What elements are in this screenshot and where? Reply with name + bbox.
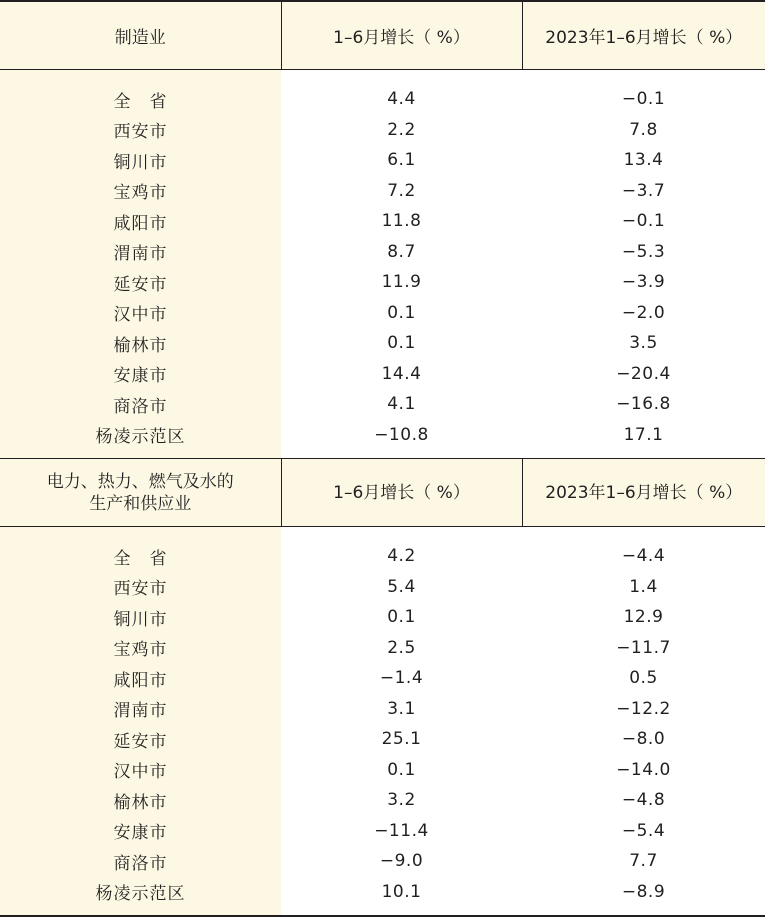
growth-cell: 8.7 (387, 241, 416, 262)
growth-cell: 0.1 (387, 759, 416, 780)
growth-cell: 11.9 (381, 272, 422, 293)
region-cell: 全 省 (0, 70, 281, 115)
table-row (0, 115, 765, 146)
section1-body (0, 70, 765, 459)
prior-growth-cell: 0.5 (629, 668, 658, 689)
table-row (0, 176, 765, 207)
section2-category-header (0, 459, 281, 527)
region-cell: 铜川市 (0, 602, 281, 633)
growth-cell: 2.2 (387, 119, 416, 140)
prior-growth-cell: −8.9 (522, 877, 765, 917)
table-row (0, 298, 765, 329)
prior-growth-cell: 1.4 (629, 576, 658, 597)
prior-growth-cell: −2.0 (621, 302, 666, 323)
growth-cell: 3.2 (387, 790, 416, 811)
section1-header (0, 1, 765, 70)
table-row (0, 755, 765, 786)
table-row (0, 206, 765, 237)
prior-growth-cell: −3.9 (621, 272, 666, 293)
growth-cell: 0.1 (387, 607, 416, 628)
growth-cell: 3.1 (387, 698, 416, 719)
region-cell: 商洛市 (0, 846, 281, 877)
table-row (0, 846, 765, 877)
section1-growth-header: 1–6月增长（ %） (281, 1, 522, 70)
prior-growth-cell: −0.1 (621, 211, 666, 232)
table-row (0, 877, 765, 917)
region-cell: 杨凌示范区 (0, 420, 281, 459)
region-cell: 宝鸡市 (0, 633, 281, 664)
region-cell: 咸阳市 (0, 206, 281, 237)
prior-growth-cell: 7.7 (629, 851, 658, 872)
growth-cell: 25.1 (381, 729, 422, 750)
growth-cell: −11.4 (374, 820, 429, 841)
prior-growth-cell: −4.4 (621, 546, 666, 567)
table-row (0, 602, 765, 633)
table-row (0, 785, 765, 816)
growth-cell: 4.2 (387, 546, 416, 567)
region-cell: 延安市 (0, 267, 281, 298)
region-cell: 汉中市 (0, 755, 281, 786)
section2-prior-growth-header: 2023年1–6月增长（ %） (522, 459, 765, 527)
growth-cell: 14.4 (381, 363, 422, 384)
section2-header (0, 459, 765, 527)
region-cell: 榆林市 (0, 328, 281, 359)
growth-cell: −10.8 (374, 424, 429, 445)
region-cell: 榆林市 (0, 785, 281, 816)
prior-growth-cell: 13.4 (623, 150, 664, 171)
growth-cell: 7.2 (387, 180, 416, 201)
region-cell: 铜川市 (0, 145, 281, 176)
prior-growth-cell: 3.5 (629, 333, 658, 354)
region-cell: 西安市 (0, 572, 281, 603)
table-row (0, 724, 765, 755)
region-cell: 渭南市 (0, 237, 281, 268)
table-row (0, 237, 765, 268)
table-row (0, 420, 765, 459)
growth-cell: 0.1 (387, 302, 416, 323)
table-row (0, 572, 765, 603)
table-row (0, 816, 765, 847)
prior-growth-cell: −5.4 (621, 820, 666, 841)
table-row (0, 389, 765, 420)
prior-growth-cell: −5.3 (621, 241, 666, 262)
region-cell: 宝鸡市 (0, 176, 281, 207)
region-cell: 渭南市 (0, 694, 281, 725)
region-cell: 商洛市 (0, 389, 281, 420)
prior-growth-cell: −11.7 (616, 637, 671, 658)
growth-cell: 0.1 (387, 333, 416, 354)
table-row (0, 70, 765, 115)
prior-growth-cell: −3.7 (621, 180, 666, 201)
table-row (0, 359, 765, 390)
region-cell: 咸阳市 (0, 663, 281, 694)
growth-cell: 6.1 (387, 150, 416, 171)
region-cell: 汉中市 (0, 298, 281, 329)
table-row (0, 694, 765, 725)
table-row (0, 527, 765, 572)
prior-growth-cell: 12.9 (623, 607, 664, 628)
region-cell: 安康市 (0, 816, 281, 847)
prior-growth-cell: −14.0 (616, 759, 671, 780)
growth-cell: 5.4 (387, 576, 416, 597)
growth-cell: 4.1 (387, 394, 416, 415)
prior-growth-cell: 17.1 (623, 424, 664, 445)
growth-cell: 2.5 (387, 637, 416, 658)
section2-category-line1: 电力、热力、燃气及水的 (46, 471, 234, 492)
growth-cell: −1.4 (379, 668, 424, 689)
growth-cell: 10.1 (281, 877, 522, 917)
growth-cell: −9.0 (379, 851, 424, 872)
region-cell: 安康市 (0, 359, 281, 390)
region-cell: 西安市 (0, 115, 281, 146)
section1-category-header: 制造业 (0, 1, 281, 70)
section1-prior-growth-header: 2023年1–6月增长（ %） (522, 1, 765, 70)
region-cell: 杨凌示范区 (0, 877, 281, 917)
table-row (0, 663, 765, 694)
prior-growth-cell: 7.8 (629, 119, 658, 140)
table-row (0, 145, 765, 176)
table-row (0, 267, 765, 298)
table-row (0, 328, 765, 359)
prior-growth-cell: −16.8 (616, 394, 671, 415)
prior-growth-cell: −0.1 (621, 89, 666, 110)
region-cell: 全 省 (0, 527, 281, 572)
region-cell: 延安市 (0, 724, 281, 755)
section2-growth-header: 1–6月增长（ %） (281, 459, 522, 527)
prior-growth-cell: −20.4 (616, 363, 671, 384)
section2-body (0, 527, 765, 917)
prior-growth-cell: −12.2 (616, 698, 671, 719)
table-row (0, 633, 765, 664)
prior-growth-cell: −8.0 (621, 729, 666, 750)
growth-cell: 11.8 (381, 211, 422, 232)
prior-growth-cell: −4.8 (621, 790, 666, 811)
growth-cell: 4.4 (387, 89, 416, 110)
section2-category-line2: 生产和供应业 (89, 493, 192, 514)
